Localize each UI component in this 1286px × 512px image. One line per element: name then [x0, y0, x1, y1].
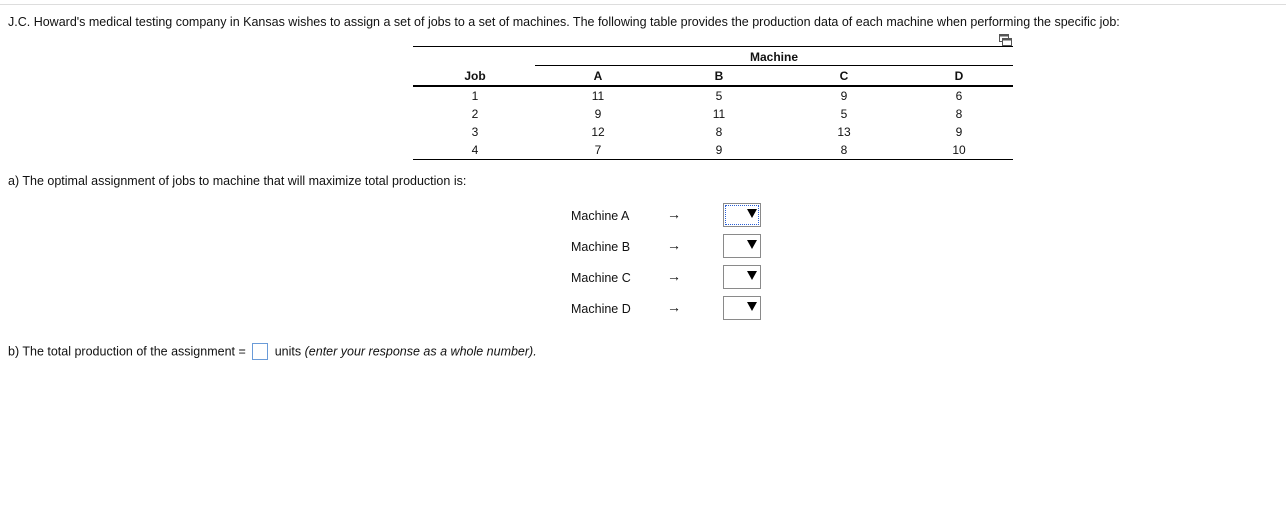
copy-data-icon[interactable] [999, 34, 1012, 46]
value-cell: 5 [715, 89, 723, 103]
value-cell: 9 [715, 143, 723, 157]
value-cell: 8 [840, 143, 848, 157]
machine-label: Machine C [571, 271, 631, 285]
header-bottom-rule [413, 85, 1013, 87]
part-b-hint: (enter your response as a whole number). [304, 344, 537, 359]
value-cell: 9 [594, 107, 602, 121]
machine-d-job-dropdown[interactable] [723, 296, 761, 320]
part-b-units: units [274, 344, 302, 359]
value-cell: 11 [591, 89, 605, 103]
job-column-header: Job [464, 69, 486, 83]
machine-b-header: B [714, 69, 724, 83]
value-cell: 9 [955, 125, 963, 139]
dropdown-arrow-icon [747, 240, 757, 249]
value-cell: 11 [712, 107, 726, 121]
right-arrow-icon: → [667, 206, 681, 222]
machine-d-header: D [954, 69, 964, 83]
problem-statement: J.C. Howard's medical testing company in Kansas wishes to assign a set of jobs to a set of machines. The following table provides the production data of each machine when performing the specific job: [8, 15, 1120, 29]
value-cell: 6 [955, 89, 963, 103]
right-arrow-icon: → [667, 299, 681, 315]
machine-c-job-dropdown[interactable] [723, 265, 761, 289]
machine-label: Machine B [571, 240, 631, 254]
part-b-prefix: b) The total production of the assignment = [8, 344, 246, 359]
machine-c-header: C [839, 69, 849, 83]
value-cell: 5 [840, 107, 848, 121]
total-production-input[interactable] [252, 343, 268, 360]
machine-b-job-dropdown[interactable] [723, 234, 761, 258]
dropdown-arrow-icon [747, 209, 757, 218]
value-cell: 8 [955, 107, 963, 121]
dropdown-arrow-icon [747, 271, 757, 280]
value-cell: 7 [594, 143, 602, 157]
table-top-rule [413, 46, 1013, 47]
machine-label: Machine A [571, 209, 630, 223]
value-cell: 10 [952, 143, 966, 157]
right-arrow-icon: → [667, 268, 681, 284]
part-a-question: a) The optimal assignment of jobs to machine that will maximize total production is: [8, 174, 467, 188]
job-cell: 4 [471, 143, 479, 157]
machine-a-job-dropdown[interactable] [723, 203, 761, 227]
table-bottom-rule [413, 159, 1013, 160]
machine-a-header: A [593, 69, 603, 83]
part-b-question [8, 343, 537, 360]
machine-group-header: Machine [749, 50, 798, 64]
job-cell: 2 [471, 107, 479, 121]
job-cell: 3 [471, 125, 479, 139]
top-divider [0, 4, 1286, 5]
right-arrow-icon: → [667, 237, 681, 253]
value-cell: 9 [840, 89, 848, 103]
value-cell: 13 [837, 125, 851, 139]
job-cell: 1 [471, 89, 479, 103]
value-cell: 12 [591, 125, 605, 139]
dropdown-arrow-icon [747, 302, 757, 311]
machine-label: Machine D [571, 302, 631, 316]
machine-header-rule [535, 65, 1013, 66]
value-cell: 8 [715, 125, 723, 139]
